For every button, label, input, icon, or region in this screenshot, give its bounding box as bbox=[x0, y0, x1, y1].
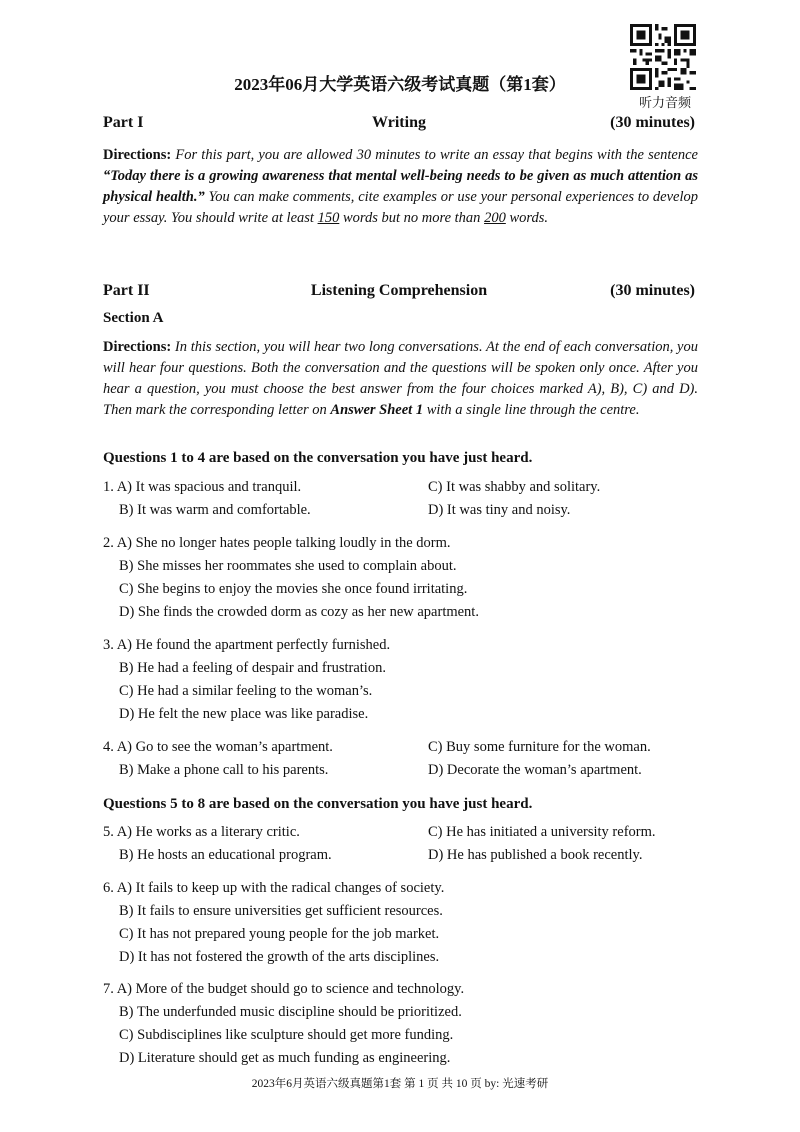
qr-label: 听力音频 bbox=[638, 95, 691, 110]
q6-option-b: B) It fails to ensure universities get sufficient resources. bbox=[119, 903, 443, 919]
q4-option-a: 4. A) Go to see the woman’s apartment. bbox=[103, 739, 333, 755]
part1-name: Writing bbox=[372, 114, 426, 131]
answer-sheet-ref: Answer Sheet 1 bbox=[330, 402, 424, 418]
q6-option-c: C) It has not prepared young people for the job market. bbox=[119, 926, 440, 942]
q6-option-a: 6. A) It fails to keep up with the radical changes of society. bbox=[103, 880, 445, 896]
q2-option-c: C) She begins to enjoy the movies she once found irritating. bbox=[119, 581, 468, 597]
q1-option-b: B) It was warm and comfortable. bbox=[119, 502, 311, 518]
q3-option-d: D) He felt the new place was like paradise. bbox=[119, 706, 369, 722]
part1-dir-label: Directions: bbox=[103, 147, 172, 163]
group2-header: Questions 5 to 8 are based on the conversation you have just heard. bbox=[103, 796, 533, 812]
part1-dir-sentence: “Today there is a growing awareness that mental well-being needs to be given as much attention as physical health.” bbox=[103, 168, 698, 205]
q4-option-c: C) Buy some furniture for the woman. bbox=[428, 739, 651, 755]
exam-title: 2023年06月大学英语六级考试真题（第1套） bbox=[234, 75, 566, 94]
q6-option-d: D) It has not fostered the growth of the arts disciplines. bbox=[119, 949, 440, 965]
part2-dir-text2: with a single line through the centre. bbox=[423, 402, 640, 418]
part2-name: Listening Comprehension bbox=[310, 282, 488, 299]
q2-option-d: D) She finds the crowded dorm as cozy as her new apartment. bbox=[119, 604, 479, 620]
q1-option-a: 1. A) It was spacious and tranquil. bbox=[103, 479, 302, 495]
part1-dir-text1: For this part, you are allowed 30 minutes to write an essay that begins with the sentence bbox=[171, 147, 698, 163]
section-a-heading: Section A bbox=[103, 310, 164, 326]
q7-option-b: B) The underfunded music discipline should be prioritized. bbox=[119, 1004, 462, 1020]
group1-header: Questions 1 to 4 are based on the conversation you have just heard. bbox=[103, 450, 533, 466]
part2-dir-label: Directions: bbox=[103, 339, 172, 355]
q2-option-b: B) She misses her roommates she used to complain about. bbox=[119, 558, 457, 574]
q7-option-c: C) Subdisciplines like sculpture should get more funding. bbox=[119, 1027, 454, 1043]
part1-dir-text2: You can make comments, cite examples or use your personal experiences to develop your essay. You should write at least bbox=[103, 189, 698, 226]
part1-dir-text3: words but no more than bbox=[339, 210, 485, 226]
q5-option-d: D) He has published a book recently. bbox=[428, 847, 643, 863]
part1-directions bbox=[103, 145, 698, 229]
part1-max-words: 200 bbox=[484, 210, 506, 226]
part1-label: Part I bbox=[103, 114, 144, 131]
q5-option-b: B) He hosts an educational program. bbox=[119, 847, 332, 863]
part2-directions bbox=[103, 337, 698, 421]
q1-option-c: C) It was shabby and solitary. bbox=[428, 479, 601, 495]
q2-option-a: 2. A) She no longer hates people talking loudly in the dorm. bbox=[103, 535, 451, 551]
part2-time: (30 minutes) bbox=[610, 282, 695, 299]
part1-dir-text4: words. bbox=[505, 210, 548, 226]
part1-min-words: 150 bbox=[317, 210, 340, 226]
qr-code-icon[interactable] bbox=[630, 24, 696, 90]
page-footer: 2023年6月英语六级真题第1套 第 1 页 共 10 页 by: 光速考研 bbox=[251, 1078, 549, 1090]
q5-option-c: C) He has initiated a university reform. bbox=[428, 824, 656, 840]
q3-option-b: B) He had a feeling of despair and frustration. bbox=[119, 660, 386, 676]
q4-option-b: B) Make a phone call to his parents. bbox=[119, 762, 329, 778]
q3-option-a: 3. A) He found the apartment perfectly furnished. bbox=[103, 637, 391, 653]
part2-label: Part II bbox=[103, 282, 150, 299]
part1-time: (30 minutes) bbox=[610, 114, 695, 131]
q3-option-c: C) He had a similar feeling to the woman’s. bbox=[119, 683, 373, 699]
q7-option-d: D) Literature should get as much funding as engineering. bbox=[119, 1050, 451, 1066]
q7-option-a: 7. A) More of the budget should go to science and technology. bbox=[103, 981, 465, 997]
q5-option-a: 5. A) He works as a literary critic. bbox=[103, 824, 300, 840]
q4-option-d: D) Decorate the woman’s apartment. bbox=[428, 762, 642, 778]
part2-dir-text1: In this section, you will hear two long conversations. At the end of each conversation, you will hear four questions. Both the conversation and the questions will be spoken only once. After you hear a question, you must choose the best answer from the four choices marked A), B), C) and D). Then mark the corresponding letter on bbox=[103, 339, 698, 418]
q1-option-d: D) It was tiny and noisy. bbox=[428, 502, 571, 518]
